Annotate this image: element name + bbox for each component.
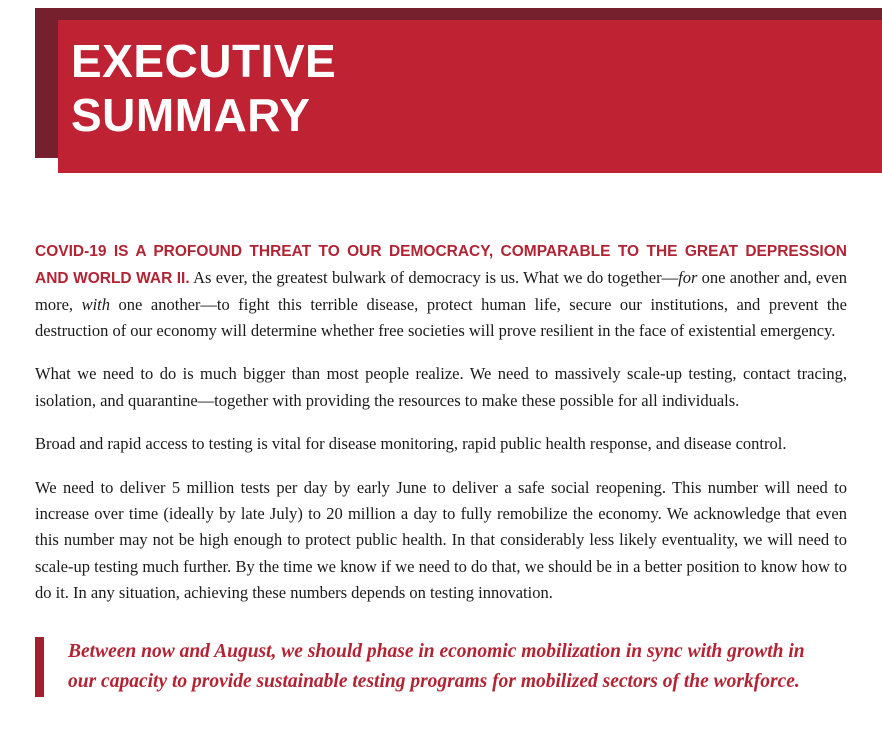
paragraph-4: We need to deliver 5 million tests per day by early June to deliver a safe social reopening. This number will need to increase over time (ideally by late July) to 20 million a day to fully remobilize the economy. We acknowledge that even this number may not be high enough to protect public health. In that considerably less likely eventuality, we will need to scale-up testing much further. By the time we know if we need to do that, we should be in a better position to know how to do it. In any situation, achieving these numbers depends on testing innovation. (35, 477, 847, 603)
page-title (71, 34, 882, 143)
body-content (35, 238, 847, 697)
paragraph-3: Broad and rapid access to testing is vital for disease monitoring, rapid public health response, and disease control. (35, 434, 787, 454)
pull-quote-text: Between now and August, we should phase in economic mobilization in sync with growth in our capacity to provide sustainable testing programs for mobilized sectors of the workforce. (68, 640, 805, 692)
banner-title-block (58, 20, 882, 173)
paragraph-1-italic-2: with (81, 294, 111, 314)
paragraph-1-segment-2: one another and, even more, (35, 267, 847, 314)
paragraph-1-italic-1: for (678, 267, 698, 287)
pull-quote (35, 637, 847, 697)
paragraph-1 (35, 238, 847, 344)
paragraph-1-segment-1: As ever, the greatest bulwark of democracy is us. What we do together— (189, 267, 679, 287)
paragraph-2: What we need to do is much bigger than most people realize. We need to massively scale-up testing, contact tracing, isolation, and quarantine—together with providing the resources to make these possible for all individuals. (35, 364, 847, 410)
page-title-line2: SUMMARY (71, 89, 311, 142)
lead-in-sentence: COVID-19 IS A PROFOUND THREAT TO OUR DEMOCRACY, COMPARABLE TO THE GREAT DEPRESSION AND WORLD WAR II. (35, 243, 847, 287)
pull-quote-accent-bar (35, 637, 44, 697)
paragraph-1-segment-3: one another—to fight this terrible disease, protect human life, secure our institutions, and prevent the destruction of our economy will determine whether free societies will prove resilient in the face of existential emergency. (35, 294, 848, 340)
page-title-line1: EXECUTIVE (71, 35, 337, 87)
